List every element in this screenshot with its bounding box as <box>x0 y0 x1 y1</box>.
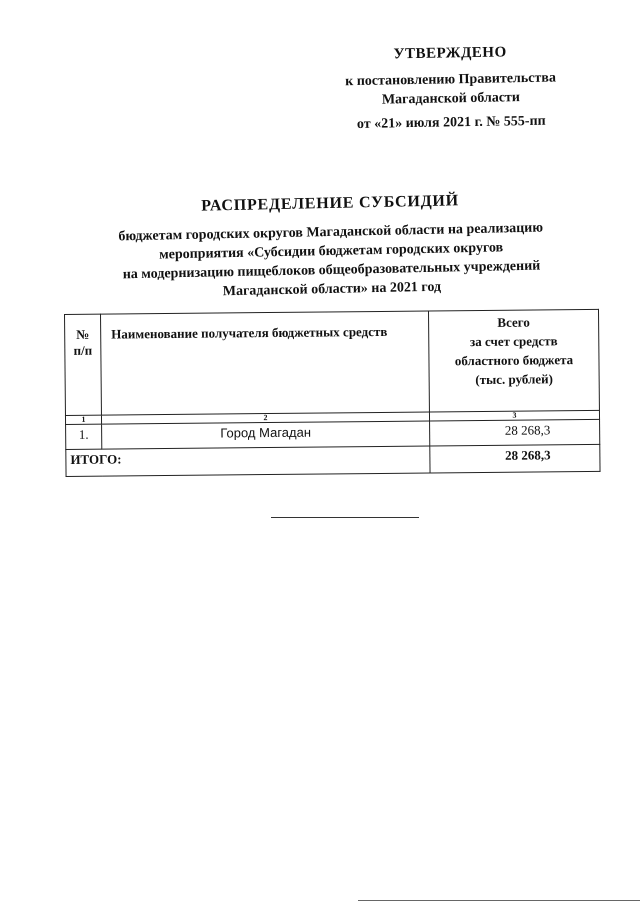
approval-date-line: от «21» июля 2021 г. № 555-пп <box>356 113 546 133</box>
approval-heading: УТВЕРЖДЕНО <box>393 44 507 63</box>
approval-line-1: к постановлению Правительства <box>345 70 557 90</box>
subtitle-line-1: бюджетам городских округов Магаданской области на реализацию <box>118 220 544 245</box>
header-number-label: п/п <box>73 342 93 358</box>
header-number-sign: № <box>76 326 90 342</box>
header-total-line-2: за счет средств <box>469 333 558 350</box>
row-recipient-name: Город Магадан <box>102 421 430 449</box>
subtitle-line-2: мероприятия «Субсидии бюджетам городских округов <box>158 240 504 263</box>
closing-separator-line <box>271 517 419 518</box>
scan-edge-line <box>358 900 640 901</box>
subsidy-table <box>64 309 600 477</box>
document-title-block <box>90 190 572 304</box>
column-number-3: 3 <box>429 410 599 421</box>
header-total-cell <box>428 309 599 412</box>
header-total-line-1: Всего <box>497 314 530 330</box>
header-total-line-4: (тыс. рублей) <box>475 371 554 388</box>
table-header-row <box>65 309 600 415</box>
header-total-line-3: областного бюджета <box>454 352 574 369</box>
column-number-1: 1 <box>65 415 101 424</box>
row-amount: 28 268,3 <box>430 419 600 446</box>
document-title: РАСПРЕДЕЛЕНИЕ СУБСИДИЙ <box>201 192 460 215</box>
total-amount: 28 268,3 <box>430 444 600 473</box>
column-number-2: 2 <box>101 412 429 424</box>
header-recipient-cell: Наименование получателя бюджетных средств <box>101 311 430 415</box>
subtitle-line-3: на модернизацию пищеблоков общеобразовательных учреждений <box>122 258 541 283</box>
header-number-cell <box>65 314 102 415</box>
subtitle-line-4: Магаданской области» на 2021 год <box>222 279 442 300</box>
row-number: 1. <box>66 424 102 449</box>
total-row <box>66 444 600 476</box>
approval-line-2: Магаданской области <box>381 90 521 108</box>
approval-block <box>300 43 601 135</box>
total-label: ИТОГО: <box>66 446 430 476</box>
